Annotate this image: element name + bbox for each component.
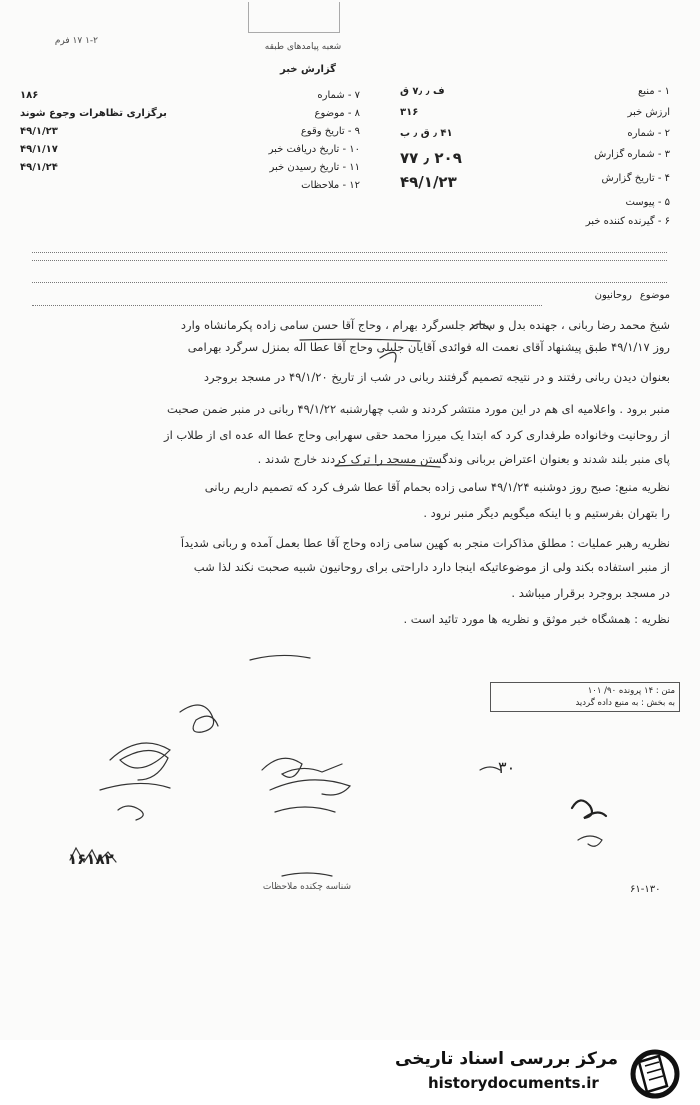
field-label: ۱ - منبع — [637, 86, 670, 97]
field-label: ۷ - شماره — [317, 90, 360, 101]
handwritten-mark — [250, 655, 310, 660]
body-line: در مسجد بروجرد برقرار میباشد . — [511, 586, 670, 600]
body-line: روز ۴۹/۱/۱۷ طبق پیشنهاد آقای نعمت اله فوائدی آقایان جلیلی وحاج آقا عطا اله بمنزل سرگرد بهرامی — [187, 340, 670, 354]
underline-stroke — [335, 465, 440, 467]
handwritten-mark-number: ۳۰ — [498, 758, 516, 777]
field-value: ۳۱۶ — [400, 107, 419, 118]
field-label: ۵ - پیوست — [625, 197, 670, 208]
field-label: ۳ - شماره گزارش — [594, 149, 670, 160]
body-line: شیخ محمد رضا ربانی ، جهنده بدل و ستاند جلسرگرد بهرام ، وحاج آقا حسن سامی زاده پکرمانشاه وارد — [180, 318, 670, 332]
field-label: ۶ - گیرنده کننده خبر — [585, 216, 670, 227]
field-value: ۴۹/۱/۲۳ — [400, 173, 457, 191]
underline-stroke — [282, 873, 332, 876]
subject-value: روحانیون — [594, 290, 632, 301]
body-line: نظریه : همشگاه خبر موثق و نظریه ها مورد تائید است . — [403, 612, 670, 626]
field-value: ۴۹/۱/۱۷ — [20, 144, 58, 155]
field-label: ۴ - تاریخ گزارش — [601, 173, 670, 184]
signature-stroke — [110, 743, 170, 780]
body-line: پای منبر بلند شدند و بعنوان اعتراض بربانی وندگستن مسجد را ترک کردند خارج شدند . — [257, 452, 670, 466]
subject-label: موضوع — [639, 290, 670, 301]
handwritten-mark — [470, 324, 490, 330]
signature-stroke — [262, 758, 342, 777]
field-value: ۱۸۶ — [20, 90, 39, 101]
signature-stroke — [578, 836, 602, 846]
signature-stroke — [275, 807, 335, 812]
underline-stroke — [300, 339, 420, 341]
handwritten-mark — [380, 352, 396, 362]
form-code: ۱-۲ ۱۷ فرم — [54, 36, 98, 46]
field-value: برگزاری تظاهرات وجوع شوند — [20, 108, 167, 119]
report-title: گزارش خبر — [279, 64, 336, 75]
field-value: ۲۰۹ ٫ ۷۷ — [400, 149, 462, 167]
field-value: ۴۱ ٫ ق ٫ ب — [400, 128, 453, 139]
field-label: ۱۱ - تاریخ رسیدن خبر — [269, 162, 360, 173]
body-line: بعنوان دیدن ربانی رفتند و در نتیجه تصمیم گرفتند ربانی در شب از تاریخ ۴۹/۱/۲۰ در مسجد بروجرد — [203, 370, 670, 384]
field-label: ۱۰ - تاریخ دریافت خبر — [268, 144, 360, 155]
brand-url[interactable]: historydocuments.ir — [428, 1074, 599, 1092]
signature-stroke — [100, 783, 170, 790]
field-value: ۴۹/۱/۲۴ — [20, 162, 58, 173]
field-label: ۸ - موضوع — [314, 108, 360, 119]
body-line: را بتهران بفرستیم و با اینکه میگویم دیگر منبر نرود . — [423, 506, 670, 520]
document-archive-logo-icon — [625, 1046, 683, 1100]
archive-code: ۶۱-۱۳۰ — [630, 884, 661, 895]
handwritten-number: ۱۶۱۸۲ — [68, 850, 114, 868]
body-line: نظریه منبع: صبح روز دوشنبه ۴۹/۱/۲۴ سامی زاده بحمام آقا عطا شرف کرد که تصمیم داریم ربانی — [204, 480, 670, 494]
field-value: ۴۹/۱/۲۳ — [20, 126, 58, 137]
brand-name: مرکز بررسی اسناد تاریخی — [395, 1049, 618, 1069]
stamp-caption: شناسه چکنده ملاحظات — [262, 882, 352, 892]
body-line: از روحانیت وخانواده طرفداری کرد که ابتدا یک میرزا محمد حقی سهرابی وحاج عطا اله عده ای از طلاب از — [164, 428, 670, 442]
body-line: منبر برود . واعلامیه ای هم در این مورد منتشر کردند و شب چهارشنبه ۴۹/۱/۲۲ ربانی در منبر ضمن صحبت — [166, 402, 670, 416]
field-value: ف ٫ ۷٫ ق — [400, 86, 445, 97]
signature-stroke — [118, 806, 143, 820]
stamp-line: به بخش : به منبع داده گردید — [575, 698, 675, 708]
body-line: نظریه رهبر عملیات : مطلق مذاکرات منجر به کهین سامی زاده وحاج آقا عطا بعمل آمده و ربانی شدیداً — [180, 536, 670, 550]
field-label: ۲ - شماره — [627, 128, 670, 139]
field-label: ۹ - تاریخ وقوع — [300, 126, 360, 137]
stamp-line: متن : ۱۴ پرونده ۹۰/ ۱۰۱ — [587, 686, 675, 696]
handwritten-mark — [480, 767, 500, 770]
signature-stroke — [572, 800, 606, 818]
field-label: ۱۲ - ملاحظات — [301, 180, 360, 191]
signature-stroke — [270, 780, 350, 795]
field-label: ارزش خبر — [627, 107, 670, 118]
registry-stamp — [490, 682, 680, 712]
signature-stroke — [180, 705, 218, 732]
top-center-label: شعبه پیامدهای طبقه — [264, 42, 342, 52]
body-line: از منبر استفاده بکند ولی از موضوعاتیکه اینجا دارد داراحتی برای روحانیون شبیه صحبت نکند لذا شب — [193, 560, 670, 574]
